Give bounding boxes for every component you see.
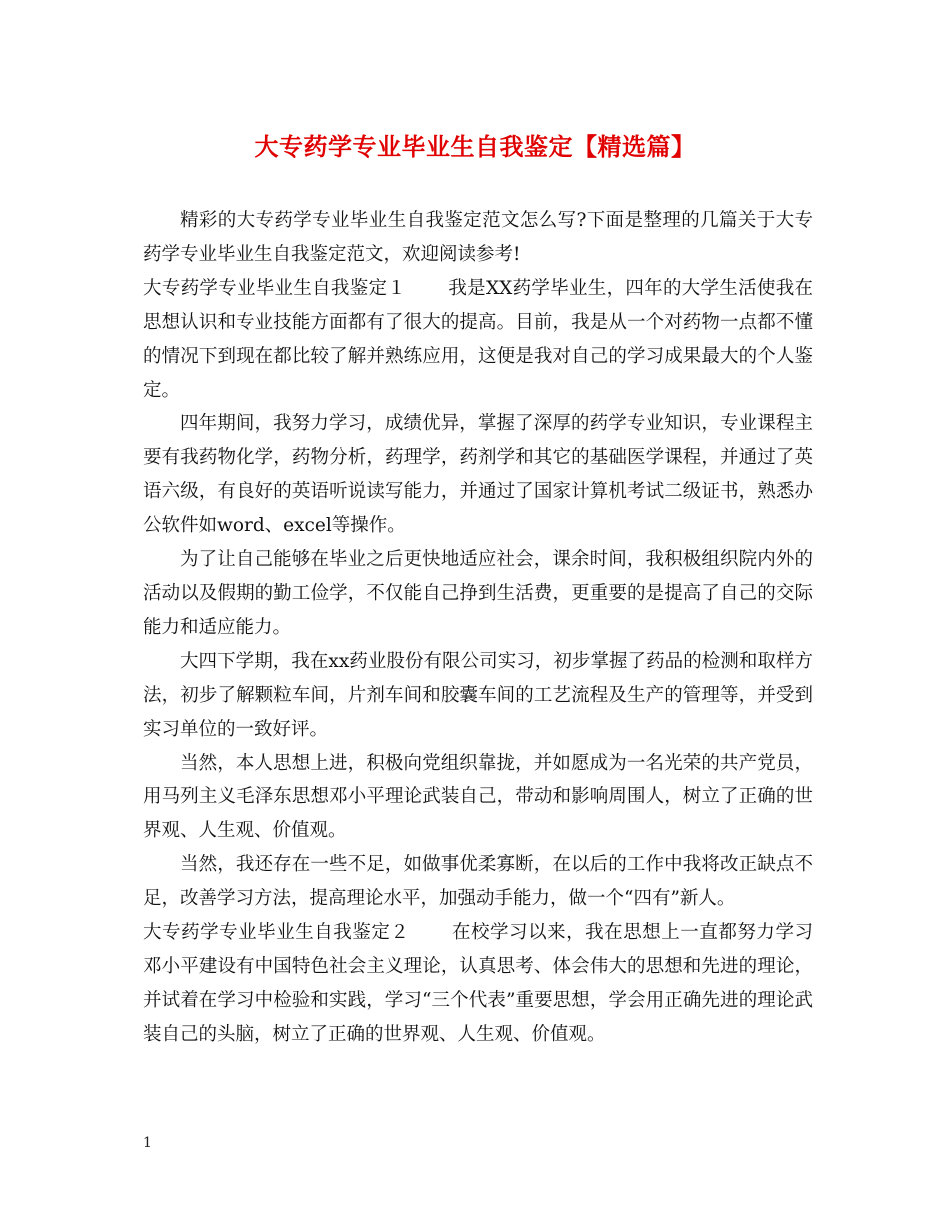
document-body bbox=[143, 204, 813, 1052]
page-number: 1 bbox=[143, 1135, 152, 1151]
section1-lead-paragraph bbox=[143, 272, 813, 408]
section1-paragraph: 当然，本人思想上进，积极向党组织靠拢，并如愿成为一名光荣的共产党员，用马列主义毛泽东思想邓小平理论武装自己，带动和影响周围人，树立了正确的世界观、人生观、价值观。 bbox=[143, 752, 813, 842]
section2-lead-text: 在校学习以来，我在思想上一直都努力学习邓小平建设有中国特色社会主义理论，认真思考、体会伟大的思想和先进的理论，并试着在学习中检验和实践，学习“三个代表”重要思想，学会用正确先进的理论武装自己的头脑，树立了正确的世界观、人生观、价值观。 bbox=[143, 922, 813, 1045]
document-title: 大专药学专业毕业生自我鉴定【精选篇】 bbox=[254, 133, 696, 161]
section2-lead-paragraph bbox=[143, 916, 813, 1052]
section1-paragraph: 四年期间，我努力学习，成绩优异，掌握了深厚的药学专业知识，专业课程主要有我药物化学，药物分析，药理学，药剂学和其它的基础医学课程，并通过了英语六级，有良好的英语听说读写能力，并通过了国家计算机考试二级证书，熟悉办公软件如word、excel等操作。 bbox=[143, 413, 813, 537]
section1-heading: 大专药学专业毕业生自我鉴定１ bbox=[143, 277, 407, 299]
intro-paragraph: 精彩的大专药学专业毕业生自我鉴定范文怎么写?下面是整理的几篇关于大专药学专业毕业生自我鉴定范文，欢迎阅读参考! bbox=[143, 210, 813, 265]
section2-heading: 大专药学专业毕业生自我鉴定２ bbox=[143, 922, 410, 944]
section1-paragraph: 当然，我还存在一些不足，如做事优柔寡断，在以后的工作中我将改正缺点不足，改善学习方法，提高理论水平，加强动手能力，做一个“四有”新人。 bbox=[143, 854, 813, 910]
section1-lead-text: 我是XX药学毕业生，四年的大学生活使我在思想认识和专业技能方面都有了很大的提高。目前，我是从一个对药物一点都不懂的情况下到现在都比较了解并熟练应用，这便是我对自己的学习成果最大的个人鉴定。 bbox=[143, 277, 813, 401]
section1-paragraph: 为了让自己能够在毕业之后更快地适应社会，课余时间，我积极组织院内外的活动以及假期的勤工俭学，不仅能自己挣到生活费，更重要的是提高了自己的交际能力和适应能力。 bbox=[143, 549, 813, 638]
section1-paragraph: 大四下学期，我在xx药业股份有限公司实习，初步掌握了药品的检测和取样方法，初步了解颗粒车间，片剂车间和胶囊车间的工艺流程及生产的管理等，并受到实习单位的一致好评。 bbox=[143, 650, 813, 740]
